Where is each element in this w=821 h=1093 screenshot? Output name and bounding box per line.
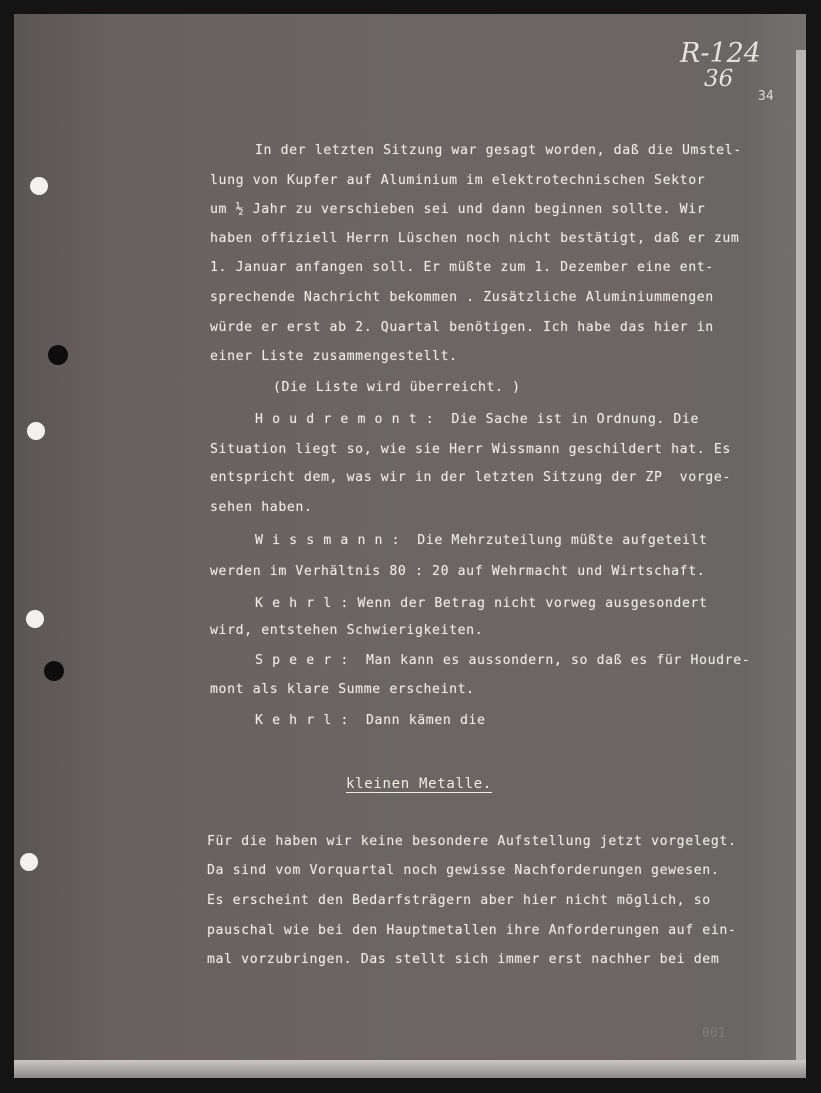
text-line: lung von Kupfer auf Aluminium im elektrotechnischen Sektor: [210, 173, 706, 188]
archive-note-line1: R-124: [680, 38, 761, 69]
page-number: 34: [758, 89, 774, 104]
text-line: wird, entstehen Schwierigkeiten.: [210, 623, 484, 638]
speaker-line: S p e e r : Man kann es aussondern, so daß es für Houdre-: [255, 653, 751, 668]
text-line: einer Liste zusammengestellt.: [210, 349, 458, 364]
text-line: Es erscheint den Bedarfsträgern aber hier nicht möglich, so: [207, 893, 711, 908]
section-heading: kleinen Metalle.: [346, 776, 493, 792]
text-line: Da sind vom Vorquartal noch gewisse Nachforderungen gewesen.: [207, 863, 720, 878]
page-edge-right: [796, 50, 806, 1078]
speaker-line: K e h r l : Dann kämen die: [255, 713, 486, 728]
archive-note-line2: 36: [704, 66, 734, 92]
archive-stamp: 001: [702, 1026, 726, 1041]
text-line: werden im Verhältnis 80 : 20 auf Wehrmacht und Wirtschaft.: [210, 564, 706, 579]
text-line: Für die haben wir keine besondere Aufstellung jetzt vorgelegt.: [207, 834, 737, 849]
text-line: haben offiziell Herrn Lüschen noch nicht bestätigt, daß er zum: [210, 231, 740, 246]
punch-hole: [48, 345, 68, 365]
speaker-line: W i s s m a n n : Die Mehrzuteilung müßte aufgeteilt: [255, 533, 708, 548]
document-page: [14, 14, 806, 1078]
text-line: pauschal wie bei den Hauptmetallen ihre Anforderungen auf ein-: [207, 923, 737, 938]
text-line: mal vorzubringen. Das stellt sich immer erst nachher bei dem: [207, 952, 720, 967]
text-line: mont als klare Summe erscheint.: [210, 682, 475, 697]
text-line: In der letzten Sitzung war gesagt worden, daß die Umstel-: [255, 143, 742, 158]
punch-hole: [30, 177, 48, 195]
text-line: Situation liegt so, wie sie Herr Wissmann geschildert hat. Es: [210, 442, 731, 457]
text-line: würde er erst ab 2. Quartal benötigen. Ich habe das hier in: [210, 320, 714, 335]
punch-hole: [26, 610, 44, 628]
punch-hole: [44, 661, 64, 681]
text-line: sehen haben.: [210, 500, 313, 515]
speaker-line: K e h r l : Wenn der Betrag nicht vorweg ausgesondert: [255, 596, 708, 611]
punch-hole: [20, 853, 38, 871]
text-line: entspricht dem, was wir in der letzten Sitzung der ZP vorge-: [210, 470, 731, 485]
text-line: um ½ Jahr zu verschieben sei und dann beginnen sollte. Wir: [210, 202, 706, 217]
punch-hole: [27, 422, 45, 440]
page-edge-bottom: [14, 1060, 806, 1078]
text-line: (Die Liste wird überreicht. ): [273, 380, 521, 395]
text-line: 1. Januar anfangen soll. Er müßte zum 1. Dezember eine ent-: [210, 260, 714, 275]
speaker-line: H o u d r e m o n t : Die Sache ist in Ordnung. Die: [255, 412, 700, 427]
text-line: sprechende Nachricht bekommen . Zusätzliche Aluminiummengen: [210, 290, 714, 305]
